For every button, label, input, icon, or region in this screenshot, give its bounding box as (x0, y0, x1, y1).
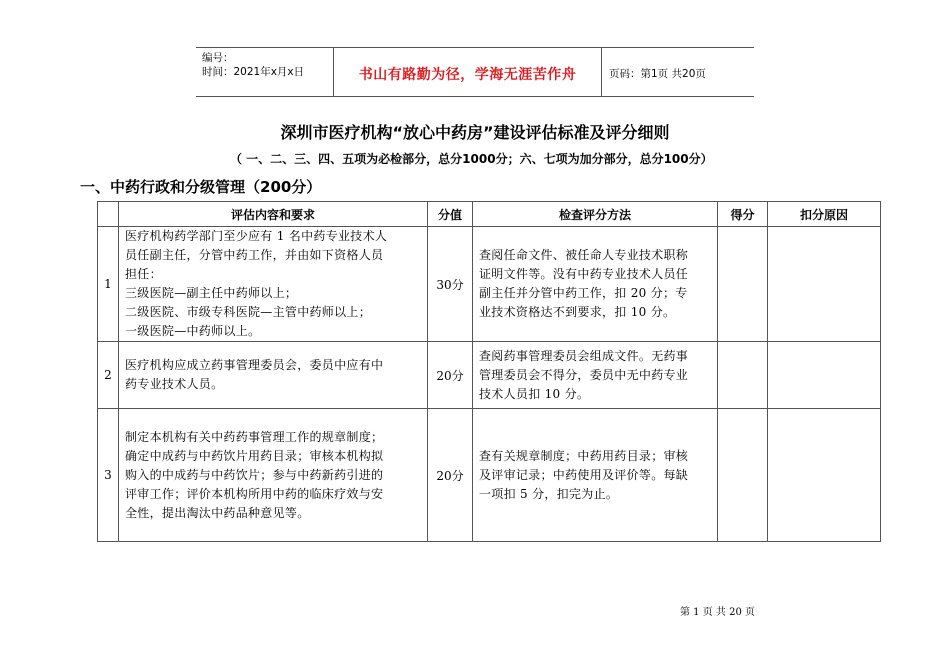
page-footer: 第 1 页 共 20 页 (680, 607, 755, 618)
requirement-line: 制定本机构有关中药药事管理工作的规章制度； (125, 429, 384, 444)
method-line: 查有关规章制度；中药用药目录；审核 (479, 448, 689, 463)
header-divider (601, 48, 602, 96)
requirement-line: 三级医院—副主任中药师以上； (125, 286, 298, 300)
requirement-line: 一级医院—中药师以上。 (125, 324, 261, 338)
section-heading: 一、中药行政和分级管理（200分） (80, 178, 322, 196)
column-header-reason: 扣分原因 (768, 202, 881, 227)
document-time-label: 时间：2021年x月x日 (202, 66, 305, 78)
row-number: 2 (98, 342, 119, 409)
method-line: 证明文件等。没有中药专业技术人员任 (479, 267, 689, 281)
method-line: 查阅药事管理委员会组成文件。无药事 (479, 348, 689, 363)
requirement-line: 确定中成药与中药饮片用药目录；审核本机构拟 (125, 448, 384, 463)
table-row (98, 227, 881, 342)
row-method (473, 342, 718, 409)
requirement-line: 全性，提出淘汰中药品种意见等。 (125, 505, 310, 520)
row-score: 20分 (428, 342, 473, 409)
row-requirement (119, 342, 428, 409)
method-line: 查阅任命文件、被任命人专业技术职称 (479, 248, 689, 262)
column-header-score: 分值 (428, 202, 473, 227)
requirement-line: 购入的中成药与中药饮片；参与中药新药引进的 (125, 467, 384, 482)
row-score: 30分 (428, 227, 473, 342)
requirement-line: 医疗机构应成立药事管理委员会，委员中应有中 (125, 358, 384, 372)
table-row (98, 409, 881, 542)
row-requirement (119, 409, 428, 542)
column-header-requirement: 评估内容和要求 (119, 202, 428, 227)
row-method (473, 227, 718, 342)
requirement-line: 医疗机构药学部门至少应有 1 名中药专业技术人 (125, 229, 388, 243)
row-number: 3 (98, 409, 119, 542)
row-number: 1 (98, 227, 119, 342)
document-subtitle: （ 一、二、三、四、五项为必检部分，总分1000分；六、七项为加分部分，总分100分） (230, 152, 713, 166)
row-method (473, 409, 718, 542)
table-row (98, 342, 881, 409)
header-motto: 书山有路勤为径，学海无涯苦作舟 (358, 67, 577, 83)
document-number-label: 编号： (202, 52, 234, 64)
requirement-line: 二级医院、市级专科医院—主管中药师以上； (125, 305, 372, 319)
method-line: 及评审记录；中药使用及评价等。每缺 (479, 467, 689, 482)
column-header-points: 得分 (718, 202, 768, 227)
document-header (196, 47, 754, 97)
row-requirement (119, 227, 428, 342)
method-line: 管理委员会不得分，委员中无中药专业 (479, 367, 689, 382)
method-line: 副主任并分管中药工作，扣 20 分；专 (479, 286, 688, 300)
column-header-method: 检查评分方法 (473, 202, 718, 227)
row-reason (768, 409, 881, 542)
row-points (718, 227, 768, 342)
column-header-number (98, 202, 119, 227)
row-points (718, 342, 768, 409)
method-line: 业技术资格达不到要求，扣 10 分。 (479, 305, 676, 319)
header-meta (202, 51, 304, 79)
row-reason (768, 342, 881, 409)
document-title: 深圳市医疗机构“放心中药房”建设评估标准及评分细则 (280, 123, 670, 142)
row-score: 20分 (428, 409, 473, 542)
method-line: 一项扣 5 分，扣完为止。 (479, 486, 619, 501)
header-page-number: 页码：第1页 共20页 (609, 68, 706, 80)
method-line: 技术人员扣 10 分。 (479, 386, 590, 401)
requirement-line: 担任： (125, 267, 162, 281)
evaluation-table (97, 201, 881, 542)
requirement-line: 评审工作；评价本机构所用中药的临床疗效与安 (125, 486, 384, 501)
row-reason (768, 227, 881, 342)
row-points (718, 409, 768, 542)
requirement-line: 药专业技术人员。 (125, 377, 224, 391)
table-header-row (98, 202, 881, 227)
requirement-line: 员任副主任，分管中药工作，并由如下资格人员 (125, 248, 384, 262)
